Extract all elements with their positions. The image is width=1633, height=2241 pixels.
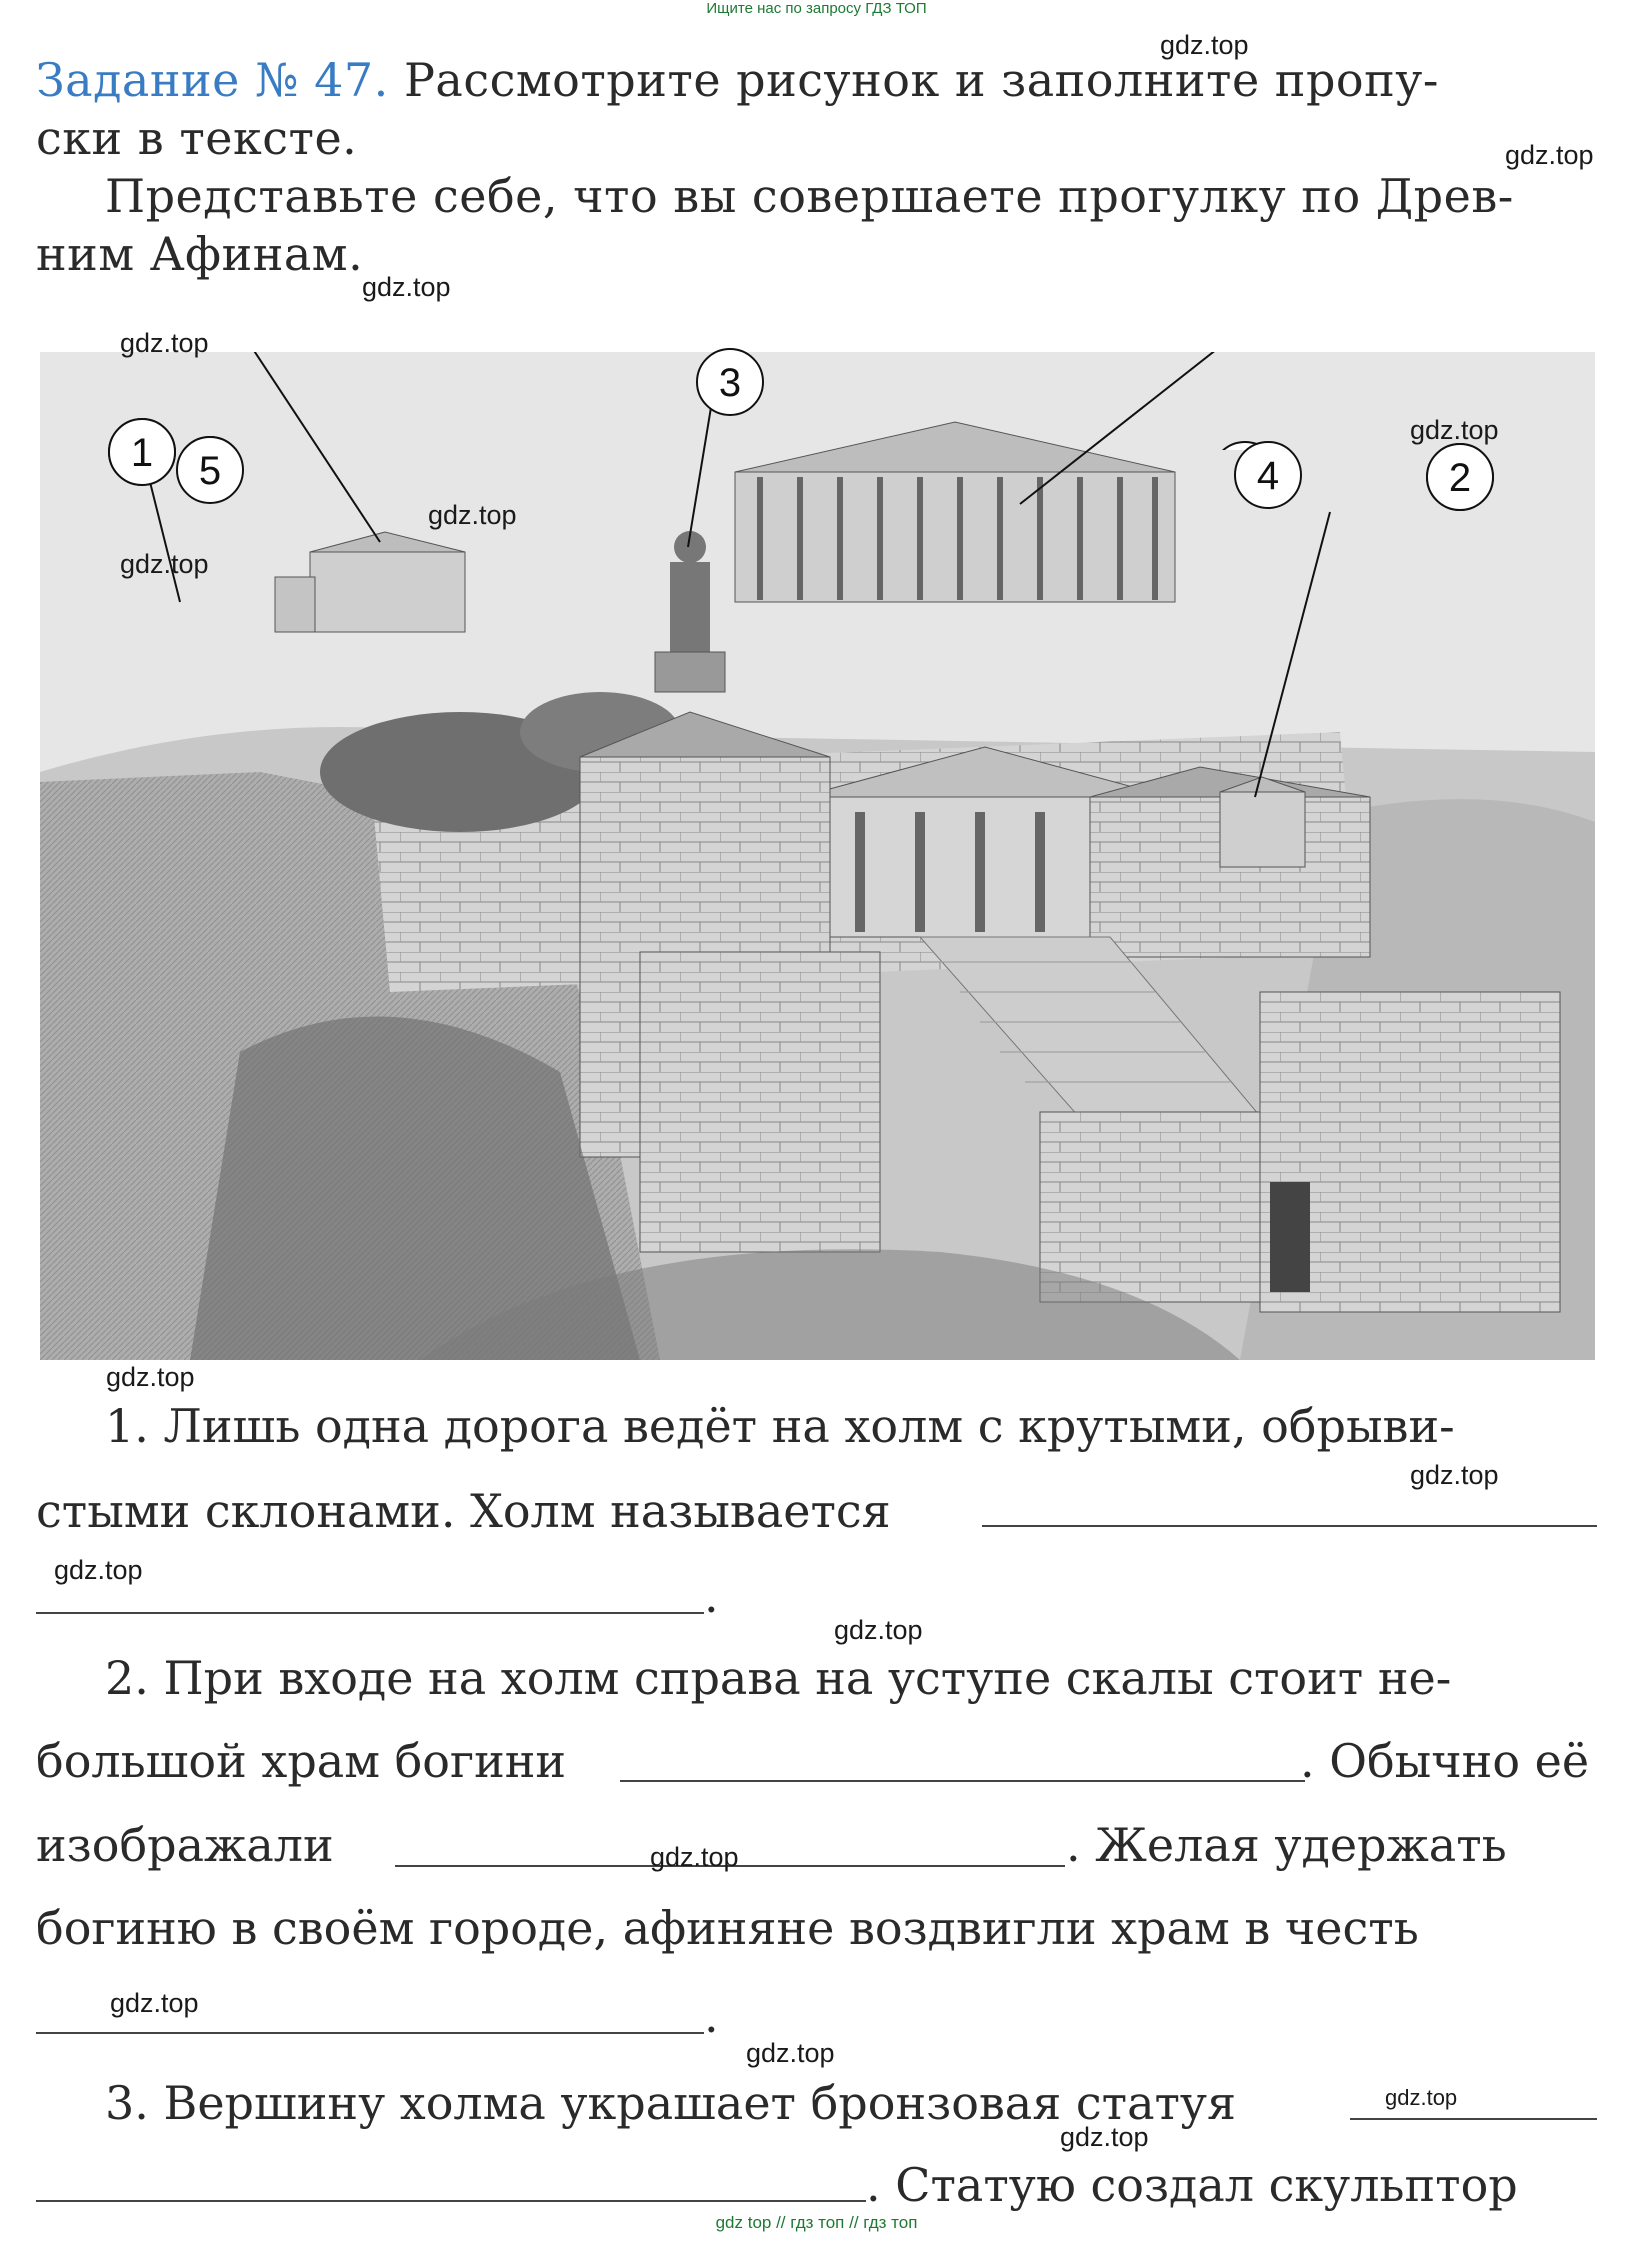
footer[interactable]: gdz top // гдз топ // гдз топ	[715, 2213, 918, 2232]
q2-end-period: .	[704, 1989, 719, 2043]
watermark: gdz.top	[1410, 1460, 1499, 1490]
q1-line-b: стыми склонами. Холм называется	[36, 1484, 891, 1538]
watermark: gdz.top	[834, 1615, 923, 1645]
callout-4-label: 4	[1256, 454, 1280, 498]
task-title: Задание № 47.	[36, 53, 389, 107]
q2-line-c1: изображали	[36, 1818, 334, 1872]
watermark: gdz.top	[1160, 30, 1249, 60]
q3-statue-blank-a[interactable]	[1350, 2118, 1597, 2120]
q2-line-d: богиню в своём городе, афиняне воздвигли храм в честь	[36, 1901, 1419, 1955]
watermark: gdz.top	[1060, 2122, 1149, 2152]
task-intro-a: Представьте себе, что вы совершаете прогулку по Древ-	[105, 169, 1514, 223]
watermark: gdz.top	[120, 328, 209, 358]
q3-line-b: . Статую создал скульптор	[866, 2158, 1518, 2212]
task-intro-b: ним Афинам.	[36, 227, 364, 281]
q1-line-a: 1. Лишь одна дорога ведёт на холм с крутыми, обрыви-	[105, 1399, 1455, 1453]
callout-5-label: 5	[198, 449, 222, 493]
q2-temple-blank[interactable]	[36, 2032, 704, 2034]
q2-line-c2: . Желая удержать	[1066, 1818, 1507, 1872]
watermark: gdz.top	[54, 1555, 143, 1585]
watermark: gdz.top	[110, 1988, 199, 2018]
task-instruction-b: ски в тексте.	[36, 111, 358, 165]
q2-line-b2: . Обычно её	[1300, 1734, 1590, 1788]
q3-statue-blank-b[interactable]	[36, 2200, 866, 2202]
watermark: gdz.top	[1385, 2085, 1458, 2110]
watermark: gdz.top	[106, 1362, 195, 1392]
upper-callouts-2	[0, 430, 1633, 530]
watermark: gdz.top	[428, 500, 517, 530]
watermark: gdz.top	[120, 549, 209, 579]
q3-line-a: 3. Вершину холма украшает бронзовая статуя	[105, 2076, 1237, 2130]
q2-line-b1: большой храм богини	[36, 1734, 567, 1788]
q2-goddess-blank[interactable]	[620, 1780, 1305, 1782]
task-header	[36, 52, 1596, 108]
callout-2-label: 2	[1448, 456, 1472, 500]
q1-answer-blank-a[interactable]	[982, 1525, 1597, 1527]
watermark: gdz.top	[1505, 140, 1594, 170]
q1-end-period: .	[704, 1569, 719, 1623]
task-instruction-a: Рассмотрите рисунок и заполните пропу-	[403, 53, 1439, 107]
watermark: gdz.top	[746, 2038, 835, 2068]
watermark: gdz.top	[1410, 415, 1499, 445]
watermark: gdz.top	[650, 1842, 739, 1872]
top-banner[interactable]: Ищите нас по запросу ГДЗ ТОП	[706, 0, 927, 17]
callout-3-label: 3	[718, 361, 742, 405]
watermark: gdz.top	[362, 272, 451, 302]
q1-answer-blank-b[interactable]	[36, 1612, 704, 1614]
callout-1-label: 1	[130, 431, 154, 475]
q2-line-a: 2. При входе на холм справа на уступе скалы стоит не-	[105, 1651, 1452, 1705]
